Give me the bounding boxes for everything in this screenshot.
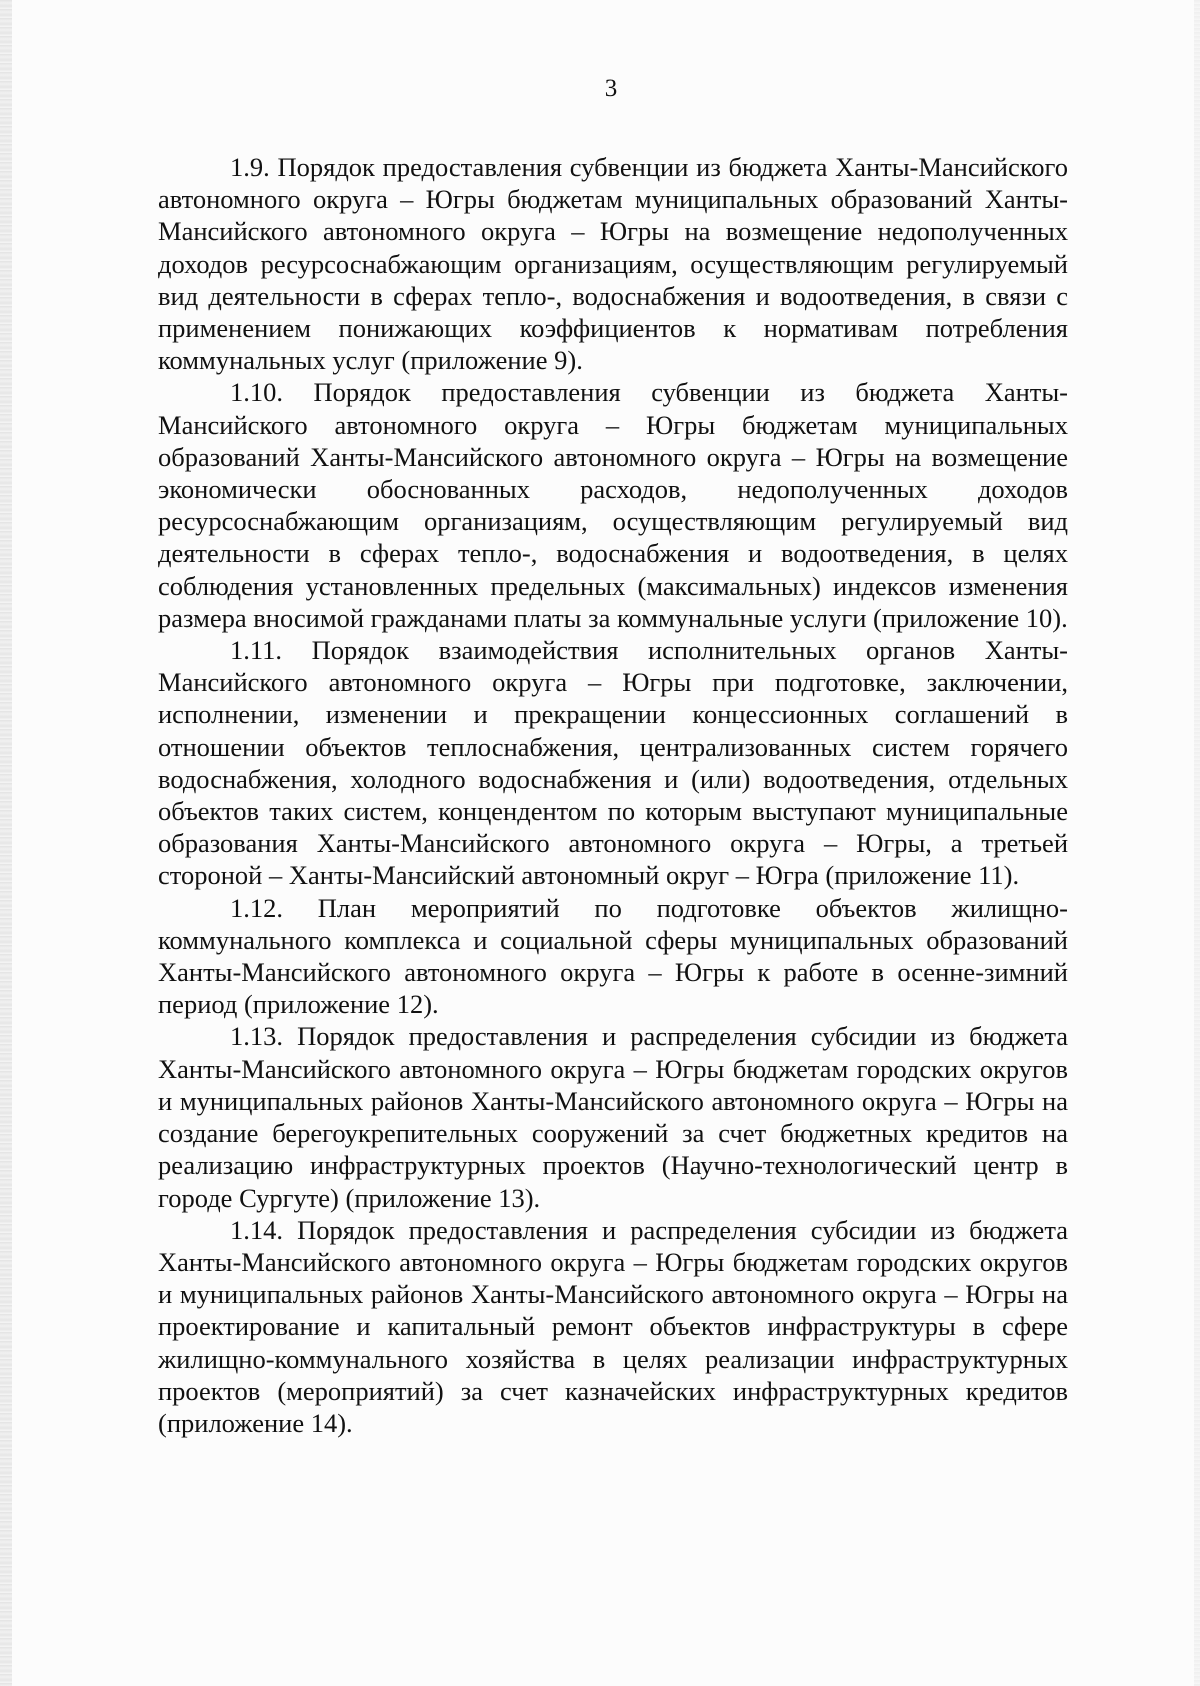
paragraph-1-9: 1.9. Порядок предоставления субвенции из бюджета Ханты-Мансийского автономного округа – Югры бюджетам муниципальных образований Ханты-Мансийского автономного округа – Югры на возмещение недополученных доходов ресурсоснабжающим организациям, осуществляющим регулируемый вид деятельности в сферах тепло-, водоснабжения и водоотведения, в связи с применением понижающих коэффициентов к нормативам потребления коммунальных услуг (приложение 9).	[158, 152, 1068, 376]
paragraph-1-12: 1.12. План мероприятий по подготовке объектов жилищно-коммунального комплекса и социальной сферы муниципальных образований Ханты-Мансийского автономного округа – Югры к работе в осенне-зимний период (приложение 12).	[158, 892, 1068, 1020]
paragraph-1-10: 1.10. Порядок предоставления субвенции из бюджета Ханты-Мансийского автономного округа – Югры бюджетам муниципальных образований Ханты-Мансийского автономного округа – Югры на возмещение экономически обоснованных расходов, недополученных доходов ресурсоснабжающим организациям, осуществляющим регулируемый вид деятельности в сферах тепло-, водоснабжения и водоотведения, в целях соблюдения установленных предельных (максимальных) индексов изменения размера вносимой гражданами платы за коммунальные услуги (приложение 10).	[158, 377, 1068, 633]
document-body	[158, 151, 1068, 1439]
scan-edge-right	[1194, 0, 1200, 1686]
scan-edge-left	[0, 0, 12, 1686]
paragraph-1-11: 1.11. Порядок взаимодействия исполнительных органов Ханты-Мансийского автономного округа – Югры при подготовке, заключении, исполнении, изменении и прекращении концессионных соглашений в отношении объектов теплоснабжения, централизованных систем горячего водоснабжения, холодного водоснабжения и (или) водоотведения, отдельных объектов таких систем, концендентом по которым выступают муниципальные образования Ханты-Мансийского автономного округа – Югры, а третьей стороной – Ханты-Мансийский автономный округ – Югра (приложение 11).	[158, 635, 1068, 891]
paragraph-1-14: 1.14. Порядок предоставления и распределения субсидии из бюджета Ханты-Мансийского автономного округа – Югры бюджетам городских округов и муниципальных районов Ханты-Мансийского автономного округа – Югры на проектирование и капитальный ремонт объектов инфраструктуры в сфере жилищно-коммунального хозяйства в целях реализации инфраструктурных проектов (мероприятий) за счет казначейских инфраструктурных кредитов (приложение 14).	[158, 1214, 1068, 1438]
page-number: 3	[604, 75, 618, 102]
paragraph-1-13: 1.13. Порядок предоставления и распределения субсидии из бюджета Ханты-Мансийского автономного округа – Югры бюджетам городских округов и муниципальных районов Ханты-Мансийского автономного округа – Югры на создание берегоукрепительных сооружений за счет бюджетных кредитов на реализацию инфраструктурных проектов (Научно-технологический центр в городе Сургуте) (приложение 13).	[158, 1021, 1068, 1213]
